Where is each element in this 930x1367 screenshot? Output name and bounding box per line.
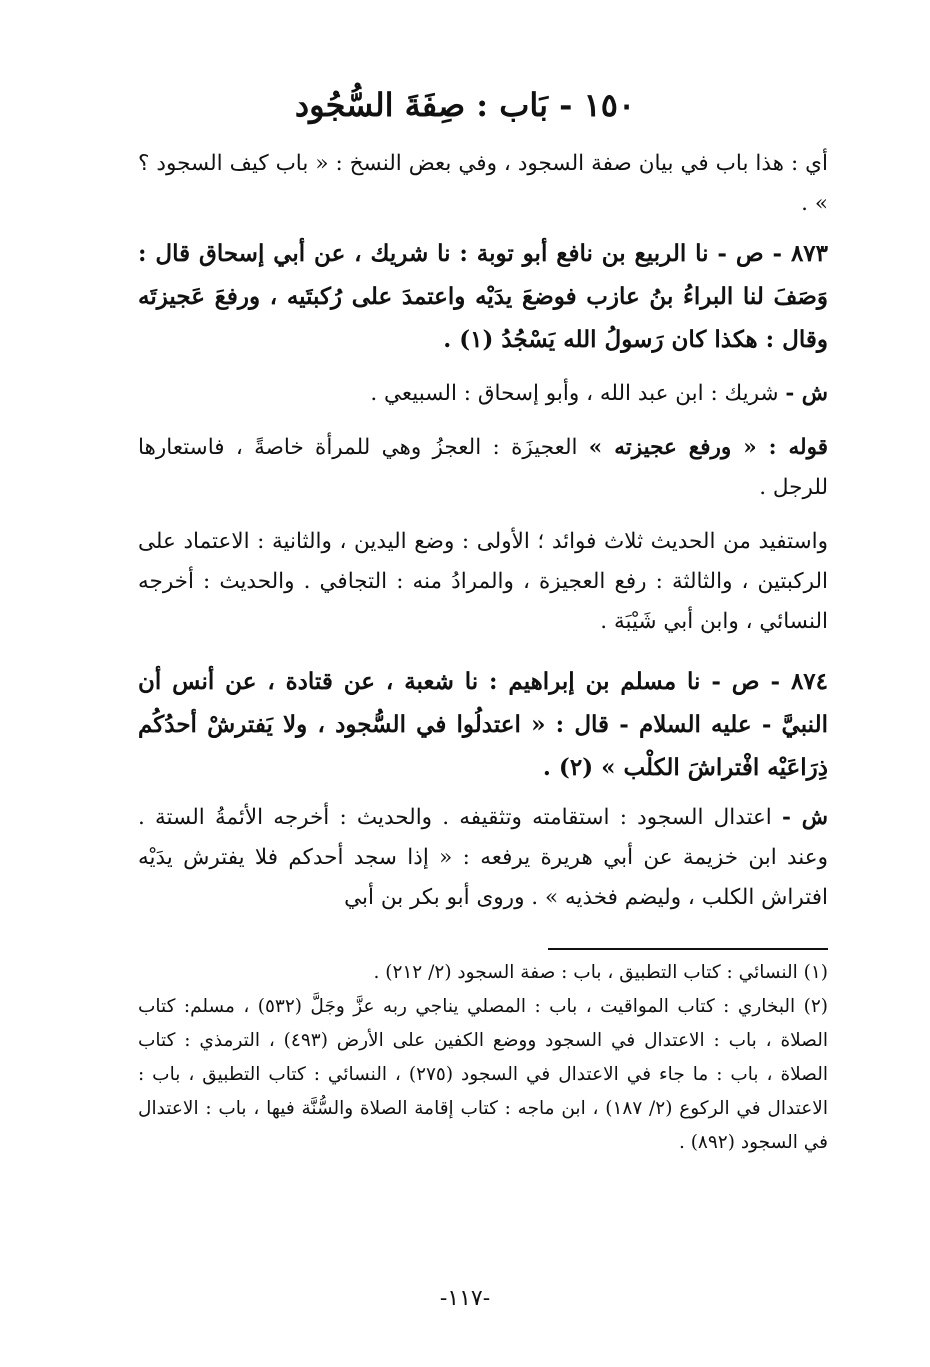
footnote-1: (١) النسائي : كتاب التطبيق ، باب : صفة السجود (٢/ ٢١٢) . xyxy=(373,962,828,983)
explanation-874 xyxy=(138,798,828,918)
benefits-873: واستفيد من الحديث ثلاث فوائد ؛ الأولى : وضع اليدين ، والثانية : الاعتماد على الركبتين ، والثالثة : رفع العجيزة ، والمرادُ منه : التجافي . والحديث : أخرجه النسائي ، وابن أبي شَيْبَة . xyxy=(138,529,828,634)
hadith-874: ٨٧٤ - ص - نا مسلم بن إبراهيم : نا شعبة ، عن قتادة ، عن أنس أن النبيَّ - عليه السلام - قال : « اعتدلُوا في السُّجود ، ولا يَفترشْ أحدُكُم ذِرَاعَيْه افْتراشَ الكلْب » (٢) . xyxy=(138,668,828,781)
explanation-873-text: شريك : ابن عبد الله ، وأبو إسحاق : السبيعي . xyxy=(370,381,786,406)
hadith-873: ٨٧٣ - ص - نا الربيع بن نافع أبو توبة : نا شريك ، عن أبي إسحاق قال : وَصَفَ لنا البراءُ بنُ عازب فوضعَ يدَيْه واعتمدَ على رُكبتَيه ، ورفعَ عَجيزتَه وقال : هكذا كان رَسولُ الله يَسْجُدُ (١) . xyxy=(138,240,828,353)
intro-paragraph: أي : هذا باب في بيان صفة السجود ، وفي بعض النسخ : « باب كيف السجود ؟ » . xyxy=(138,151,828,216)
explanation-874-prefix: ش - xyxy=(781,805,828,830)
footnotes-list xyxy=(138,956,828,1160)
explanation-873 xyxy=(138,374,828,414)
chapter-title: ١٥٠ - بَاب : صِفَةَ السُّجُود xyxy=(294,86,636,124)
footnote-separator xyxy=(548,948,828,950)
commentary-873-text: العجيزَة : العجزُ وهي للمرأة خاصةً ، فاستعارها للرجل . xyxy=(138,435,828,500)
footnote-2: (٢) البخاري : كتاب المواقيت ، باب : المصلي يناجي ربه عزَّ وجَلَّ (٥٣٢) ، مسلم: كتاب الصلاة ، باب : الاعتدال في السجود ووضع الكفين على الأرض (٤٩٣) ، الترمذي : كتاب الصلاة ، باب : ما جاء في الاعتدال في السجود (٢٧٥) ، النسائي : كتاب التطبيق ، باب : الاعتدال في الركوع (٢/ ١٨٧) ، ابن ماجه : كتاب إقامة الصلاة والسُّنَّة فيها ، باب : الاعتدال في السجود (٨٩٢) . xyxy=(138,996,828,1153)
page-number: -١١٧- xyxy=(439,1286,491,1311)
explanation-874-text: اعتدال السجود : استقامته وتثقيفه . والحديث : أخرجه الأئمةُ الستة . وعند ابن خزيمة عن أبي هريرة يرفعه : « إذا سجد أحدكم فلا يفترش يدَيْه افتراش الكلب ، وليضم فخذيه » . وروى أبو بكر بن أبي xyxy=(138,805,828,910)
commentary-873-lead: قوله : « ورفع عجيزته » xyxy=(588,435,828,460)
explanation-873-prefix: ش - xyxy=(785,381,828,406)
commentary-873 xyxy=(138,428,828,508)
